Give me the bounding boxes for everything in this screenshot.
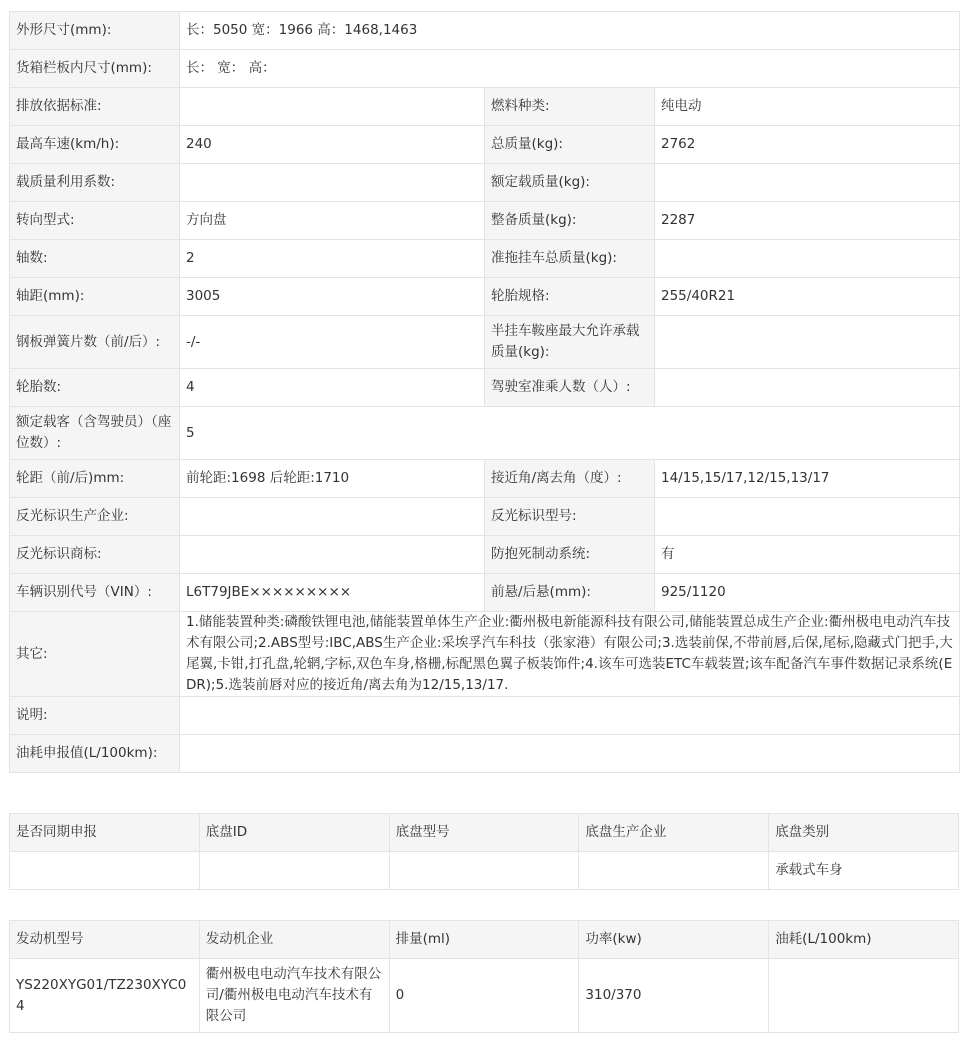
spec-row — [10, 50, 960, 88]
spec-label: 准拖挂车总质量(kg): — [485, 240, 655, 278]
spec-value — [655, 240, 960, 278]
spec-row — [10, 278, 960, 316]
spec-row — [10, 126, 960, 164]
spec-row — [10, 164, 960, 202]
spec-row — [10, 88, 960, 126]
spec-value — [655, 164, 960, 202]
spec-value — [655, 498, 960, 536]
spec-value: 前轮距:1698 后轮距:1710 — [180, 460, 485, 498]
table-cell: 衢州极电电动汽车技术有限公司/衢州极电电动汽车技术有限公司 — [199, 959, 389, 1033]
spec-row — [10, 574, 960, 612]
spec-value: 4 — [180, 369, 485, 407]
spec-label: 额定载客（含驾驶员）（座位数）: — [10, 407, 180, 460]
spec-label: 前悬/后悬(mm): — [485, 574, 655, 612]
spec-label: 油耗申报值(L/100km): — [10, 735, 180, 773]
spec-label: 最高车速(km/h): — [10, 126, 180, 164]
table-cell — [389, 852, 579, 890]
spec-value: 2762 — [655, 126, 960, 164]
spec-value: 14/15,15/17,12/15,13/17 — [655, 460, 960, 498]
table-row — [10, 852, 959, 890]
table-cell — [10, 852, 200, 890]
table-cell: 0 — [389, 959, 579, 1033]
table-header-row — [10, 814, 959, 852]
spec-label: 驾驶室准乘人数（人）: — [485, 369, 655, 407]
spec-value: 1.储能装置种类:磷酸铁锂电池,储能装置单体生产企业:衢州极电新能源科技有限公司,储能装置总成生产企业:衢州极电电动汽车技术有限公司;2.ABS型号:IBC,ABS生产企业:采埃孚汽车科技（张家港）有限公司;3.选装前保,不带前唇,后保,尾标,隐藏式门把手,大尾翼,卡钳,打孔盘,轮辋,字标,双色车身,格栅,标配黑色翼子板装饰件;4.该车可选装ETC车载装置;该车配备汽车事件数据记录系统(EDR);5.选装前唇对应的接近角/离去角为12/15,13/17. — [180, 612, 960, 697]
spec-label: 转向型式: — [10, 202, 180, 240]
table-cell: 310/370 — [579, 959, 769, 1033]
spec-row — [10, 407, 960, 460]
spec-label: 反光标识商标: — [10, 536, 180, 574]
column-header: 是否同期申报 — [10, 814, 200, 852]
spec-value: 有 — [655, 536, 960, 574]
spec-label: 轮胎数: — [10, 369, 180, 407]
spec-row — [10, 240, 960, 278]
spec-label: 整备质量(kg): — [485, 202, 655, 240]
column-header: 底盘生产企业 — [579, 814, 769, 852]
spec-value — [180, 164, 485, 202]
spec-value: 纯电动 — [655, 88, 960, 126]
spec-row — [10, 460, 960, 498]
table-header-row — [10, 921, 959, 959]
spec-row — [10, 202, 960, 240]
table-row — [10, 959, 959, 1033]
spec-label: 轴距(mm): — [10, 278, 180, 316]
spec-label: 半挂车鞍座最大允许承载质量(kg): — [485, 316, 655, 369]
column-header: 排量(ml) — [389, 921, 579, 959]
spec-value — [655, 369, 960, 407]
column-header: 底盘类别 — [769, 814, 959, 852]
spec-value — [180, 88, 485, 126]
spec-value — [180, 735, 960, 773]
column-header: 发动机企业 — [199, 921, 389, 959]
spec-label: 额定载质量(kg): — [485, 164, 655, 202]
spec-value — [180, 536, 485, 574]
spec-label: 轮胎规格: — [485, 278, 655, 316]
spec-label: 轴数: — [10, 240, 180, 278]
column-header: 发动机型号 — [10, 921, 200, 959]
spec-value: 2 — [180, 240, 485, 278]
spec-label: 钢板弹簧片数（前/后）: — [10, 316, 180, 369]
spec-value: 925/1120 — [655, 574, 960, 612]
spec-value: 2287 — [655, 202, 960, 240]
column-header: 底盘型号 — [389, 814, 579, 852]
spec-value: 240 — [180, 126, 485, 164]
table-cell — [199, 852, 389, 890]
spec-label: 货箱栏板内尺寸(mm): — [10, 50, 180, 88]
spec-label: 反光标识型号: — [485, 498, 655, 536]
spec-value: 5 — [180, 407, 960, 460]
spec-value — [180, 697, 960, 735]
spec-row — [10, 612, 960, 697]
column-header: 油耗(L/100km) — [769, 921, 959, 959]
engine-table — [9, 920, 959, 1033]
table-cell — [769, 959, 959, 1033]
vehicle-spec-table — [9, 11, 960, 773]
spec-row — [10, 498, 960, 536]
spec-label: 说明: — [10, 697, 180, 735]
spec-label: 燃料种类: — [485, 88, 655, 126]
spec-label: 排放依据标准: — [10, 88, 180, 126]
spec-label: 防抱死制动系统: — [485, 536, 655, 574]
spec-label: 载质量利用系数: — [10, 164, 180, 202]
spec-label: 接近角/离去角（度）: — [485, 460, 655, 498]
spec-row — [10, 697, 960, 735]
spec-value: L6T79JBE××××××××× — [180, 574, 485, 612]
spec-label: 轮距（前/后)mm: — [10, 460, 180, 498]
column-header: 底盘ID — [199, 814, 389, 852]
spec-value: 255/40R21 — [655, 278, 960, 316]
spec-row — [10, 369, 960, 407]
table-cell — [579, 852, 769, 890]
spec-label: 其它: — [10, 612, 180, 697]
spec-row — [10, 536, 960, 574]
spec-label: 总质量(kg): — [485, 126, 655, 164]
spec-row — [10, 316, 960, 369]
spec-value — [180, 498, 485, 536]
spec-value: 长： 宽： 高： — [180, 50, 960, 88]
spec-label: 反光标识生产企业: — [10, 498, 180, 536]
spec-label: 外形尺寸(mm): — [10, 12, 180, 50]
chassis-table — [9, 813, 959, 890]
table-cell: YS220XYG01/TZ230XYC04 — [10, 959, 200, 1033]
spec-label: 车辆识别代号（VIN）: — [10, 574, 180, 612]
spec-row — [10, 735, 960, 773]
spec-value: 3005 — [180, 278, 485, 316]
table-cell: 承载式车身 — [769, 852, 959, 890]
spec-row — [10, 12, 960, 50]
spec-value: -/- — [180, 316, 485, 369]
spec-value: 长：5050 宽：1966 高：1468,1463 — [180, 12, 960, 50]
spec-value — [655, 316, 960, 369]
spec-value: 方向盘 — [180, 202, 485, 240]
column-header: 功率(kw) — [579, 921, 769, 959]
